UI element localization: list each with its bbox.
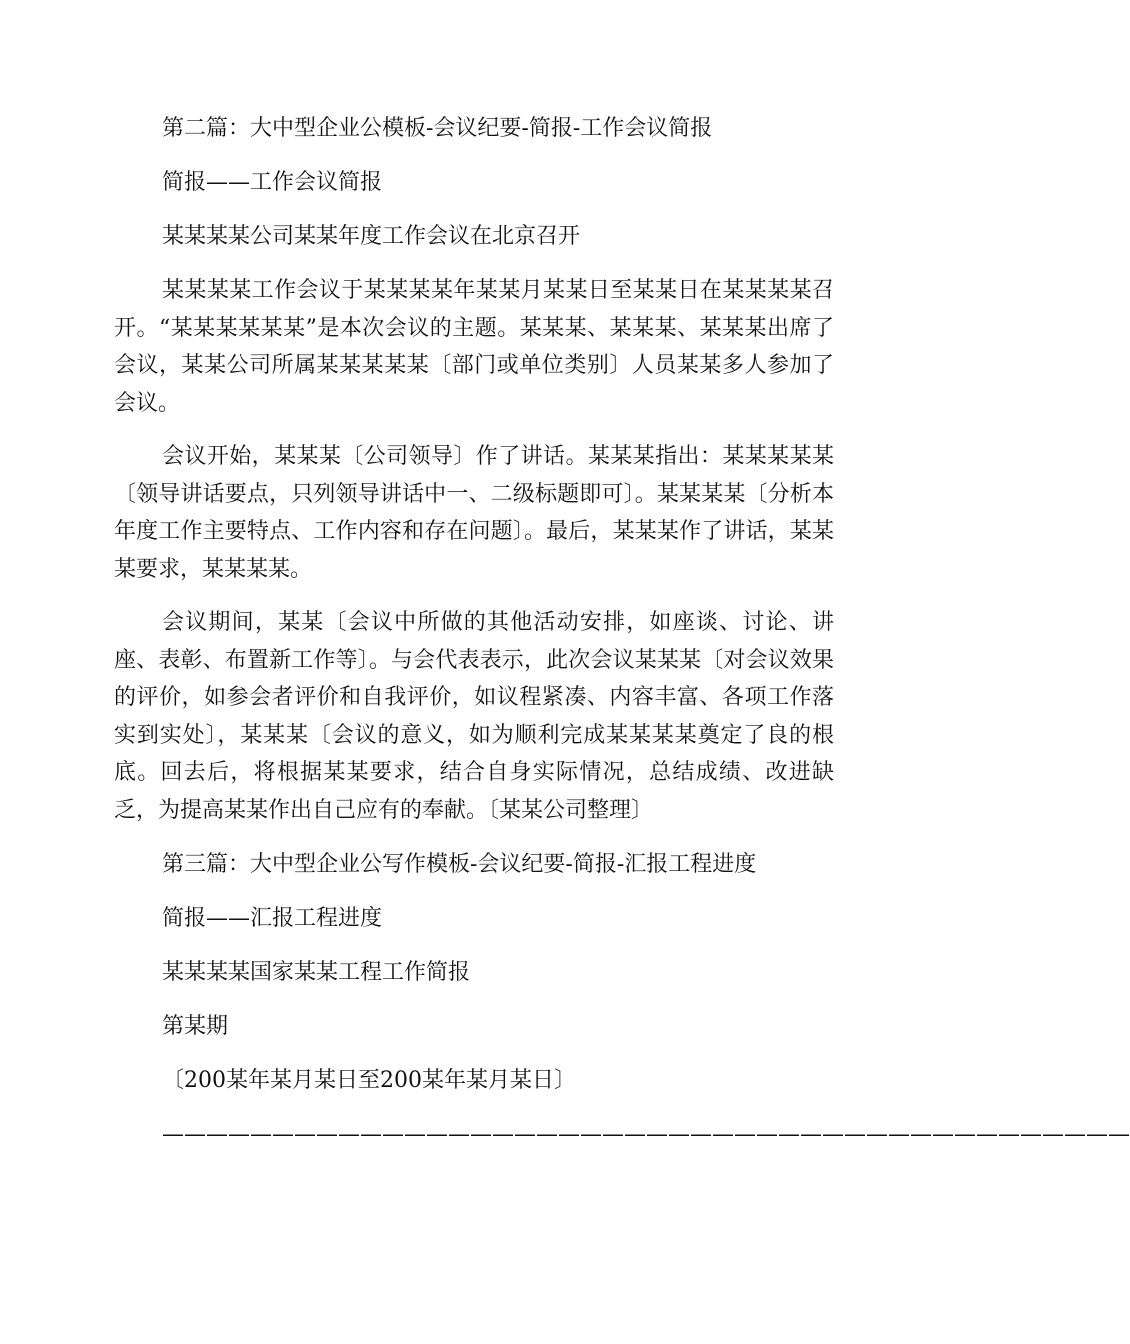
section-heading-3: 第三篇：大中型企业公写作模板-会议纪要-简报-汇报工程进度 — [162, 852, 757, 877]
separator-line: ———————————————————————————————————————————— — [162, 1122, 1130, 1147]
section-heading-2: 第二篇：大中型企业公模板-会议纪要-简报-工作会议简报 — [162, 116, 713, 141]
date-range: 〔200某年某月某日至200某年某月某日〕 — [162, 1068, 576, 1093]
issue-number: 第某期 — [162, 1014, 229, 1039]
paragraph-meeting-intro: 某某某某工作会议于某某某某年某某月某某日至某某日在某某某某召开。“某某某某某某”是本次会议的主题。某某某、某某某、某某某出席了会议，某某公司所属某某某某某〔部门或单位类别〕人员某某多人参加了会议。 — [114, 278, 834, 416]
section-subheading-2: 简报——工作会议简报 — [162, 170, 383, 195]
document-body — [114, 110, 1130, 1153]
paragraph-meeting-period: 会议期间，某某〔会议中所做的其他活动安排，如座谈、讨论、讲座、表彰、布置新工作等〕。与会代表表示，此次会议某某某〔对会议效果的评价，如参会者评价和自我评价，如议程紧凑、内容丰富、各项工作落实到实处〕，某某某〔会议的意义，如为顺利完成某某某某奠定了良的根底。回去后，将根据某某要求，结合自身实际情况，总结成绩、改进缺乏，为提高某某作出自己应有的奉献。〔某某公司整理〕 — [114, 610, 834, 823]
article-title-2: 某某某某公司某某年度工作会议在北京召开 — [162, 224, 581, 249]
article-title-3: 某某某某国家某某工程工作简报 — [162, 960, 471, 985]
section-subheading-3: 简报——汇报工程进度 — [162, 906, 383, 931]
paragraph-meeting-speech: 会议开始，某某某〔公司领导〕作了讲话。某某某指出：某某某某某〔领导讲话要点，只列领导讲话中一、二级标题即可〕。某某某某〔分析本年度工作主要特点、工作内容和存在问题〕。最后，某某某作了讲话，某某某要求，某某某某。 — [114, 444, 834, 582]
